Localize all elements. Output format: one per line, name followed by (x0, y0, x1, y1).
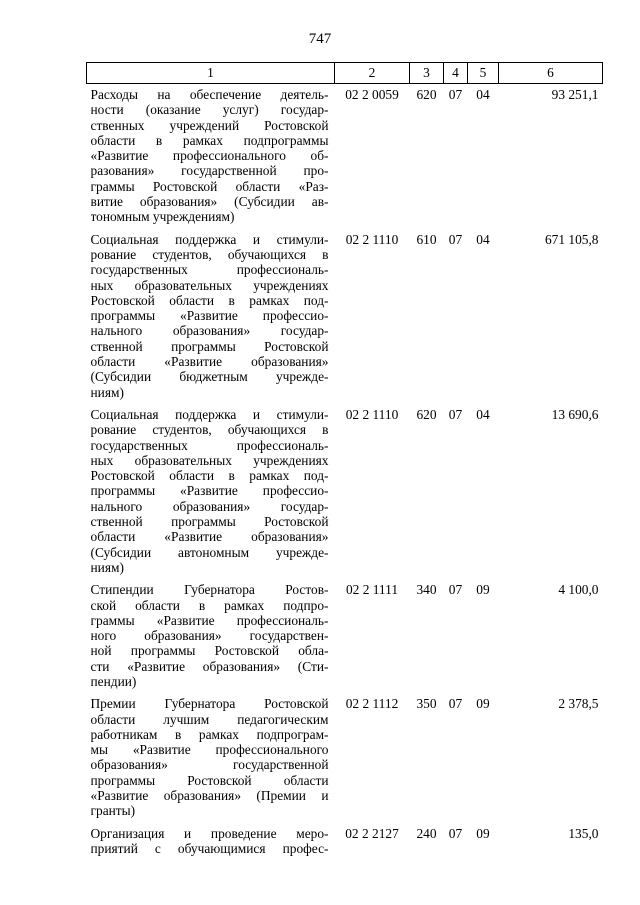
description-line: программы «Развитие профессио- (90, 483, 329, 499)
description-line: Ростовской области в рамках под- (90, 468, 329, 484)
row-target-code: 02 2 1110 (345, 231, 399, 247)
description-line: ственных учреждений Ростовской (90, 117, 329, 133)
table-body (87, 84, 603, 861)
table-row (87, 84, 603, 229)
description-line: (Субсидии автономным учрежде- (90, 544, 329, 560)
row-expense-type: 620 (416, 87, 437, 102)
description-line: ной программы Ростовской обла- (90, 643, 329, 659)
description-line: Расходы на обеспечение деятель- (90, 87, 329, 102)
header-col-1: 1 (87, 63, 335, 84)
row-description (87, 404, 335, 579)
table-header-row (87, 63, 603, 84)
row-amount: 4 100,0 (558, 582, 599, 598)
description-line: ственной программы Ростовской (90, 514, 329, 530)
description-line: нального образования» государ- (90, 323, 329, 339)
description-line: витие образования» (Субсидии ав- (90, 194, 329, 210)
description-line: сти «Развитие образования» (Сти- (90, 658, 329, 674)
row-subsection: 04 (476, 406, 490, 422)
description-line: «Развитие профессионального об- (90, 148, 329, 164)
description-line: приятий с обучающимися профес- (90, 840, 329, 856)
description-line: ности (оказание услуг) государ- (90, 102, 329, 118)
row-amount: 13 690,6 (551, 406, 599, 422)
description-line: области лучшим педагогическим (90, 711, 329, 727)
row-amount: 671 105,8 (544, 231, 599, 247)
description-line: Социальная поддержка и стимули- (90, 406, 329, 422)
description-line: образования» государственной (90, 757, 329, 773)
row-section: 07 (448, 582, 463, 598)
description-line: Стипендии Губернатора Ростов- (90, 582, 329, 598)
description-line: ных образовательных учреждениях (90, 452, 329, 468)
description-line: Ростовской области в рамках под- (90, 292, 329, 308)
row-section: 07 (448, 87, 463, 102)
description-line: ской области в рамках подпро- (90, 597, 329, 613)
table-row (87, 404, 603, 579)
row-expense-type: 240 (416, 825, 437, 841)
row-expense-type: 340 (416, 582, 437, 598)
table-row (87, 823, 603, 861)
description-line: государственных профессиональ- (90, 437, 329, 453)
description-line: мы «Развитие профессионального (90, 742, 329, 758)
row-expense-type: 350 (416, 696, 437, 712)
row-section: 07 (448, 231, 463, 247)
description-line: «Развитие образования» (Премии и (90, 788, 329, 804)
description-line: Социальная поддержка и стимули- (90, 231, 329, 247)
row-amount: 2 378,5 (558, 696, 599, 712)
table-row (87, 579, 603, 693)
description-line: нального образования» государ- (90, 498, 329, 514)
table-row (87, 229, 603, 404)
description-line: ниям) (90, 384, 124, 400)
row-target-code: 02 2 1110 (345, 406, 399, 422)
description-line: государственных профессиональ- (90, 262, 329, 278)
description-line: ниям) (90, 559, 124, 575)
description-line: области «Развитие образования» (90, 354, 329, 370)
description-line: рование студентов, обучающихся в (90, 246, 329, 262)
page-number: 747 (308, 31, 332, 47)
description-line: программы «Развитие профессио- (90, 308, 329, 324)
description-line: ного образования» государствен- (90, 628, 329, 644)
description-line: граммы «Развитие профессиональ- (90, 612, 329, 628)
row-target-code: 02 2 1111 (345, 582, 399, 598)
description-line: рование студентов, обучающихся в (90, 422, 329, 438)
row-description (87, 229, 335, 404)
row-subsection: 09 (476, 696, 490, 712)
description-line: работникам в рамках подпрограм- (90, 726, 329, 742)
header-col-5: 5 (468, 63, 499, 84)
row-amount: 93 251,1 (551, 87, 599, 102)
description-line: программы Ростовской области (90, 772, 329, 788)
row-section: 07 (448, 696, 463, 712)
description-line: Организация и проведение меро- (90, 825, 329, 841)
description-line: Премии Губернатора Ростовской (90, 696, 329, 712)
row-description (87, 693, 335, 822)
row-expense-type: 620 (416, 406, 437, 422)
row-target-code: 02 2 1112 (345, 696, 399, 712)
header-col-3: 3 (410, 63, 444, 84)
row-section: 07 (448, 406, 463, 422)
description-line: (Субсидии бюджетным учрежде- (90, 369, 329, 385)
description-line: разования» государственной про- (90, 163, 329, 179)
description-line: области в рамках подпрограммы (90, 132, 329, 148)
description-line: пендии) (90, 673, 137, 689)
row-subsection: 04 (476, 231, 490, 247)
description-line: области «Развитие образования» (90, 529, 329, 545)
description-line: ственной программы Ростовской (90, 338, 329, 354)
description-line: тономным учреждениям) (90, 209, 235, 225)
header-col-4: 4 (444, 63, 468, 84)
row-expense-type: 610 (416, 231, 437, 247)
description-line: граммы Ростовской области «Раз- (90, 178, 329, 194)
row-target-code: 02 2 0059 (345, 87, 399, 102)
row-subsection: 09 (476, 825, 490, 841)
row-description (87, 823, 335, 861)
table-row (87, 693, 603, 822)
row-description (87, 579, 335, 693)
description-line: ных образовательных учреждениях (90, 277, 329, 293)
row-amount: 135,0 (568, 825, 599, 841)
description-line: гранты) (90, 803, 136, 819)
row-subsection: 04 (476, 87, 490, 102)
budget-table (86, 62, 603, 860)
header-col-6: 6 (499, 63, 603, 84)
header-col-2: 2 (335, 63, 410, 84)
row-subsection: 09 (476, 582, 490, 598)
row-description (87, 84, 335, 229)
row-section: 07 (448, 825, 463, 841)
row-target-code: 02 2 2127 (345, 825, 399, 841)
